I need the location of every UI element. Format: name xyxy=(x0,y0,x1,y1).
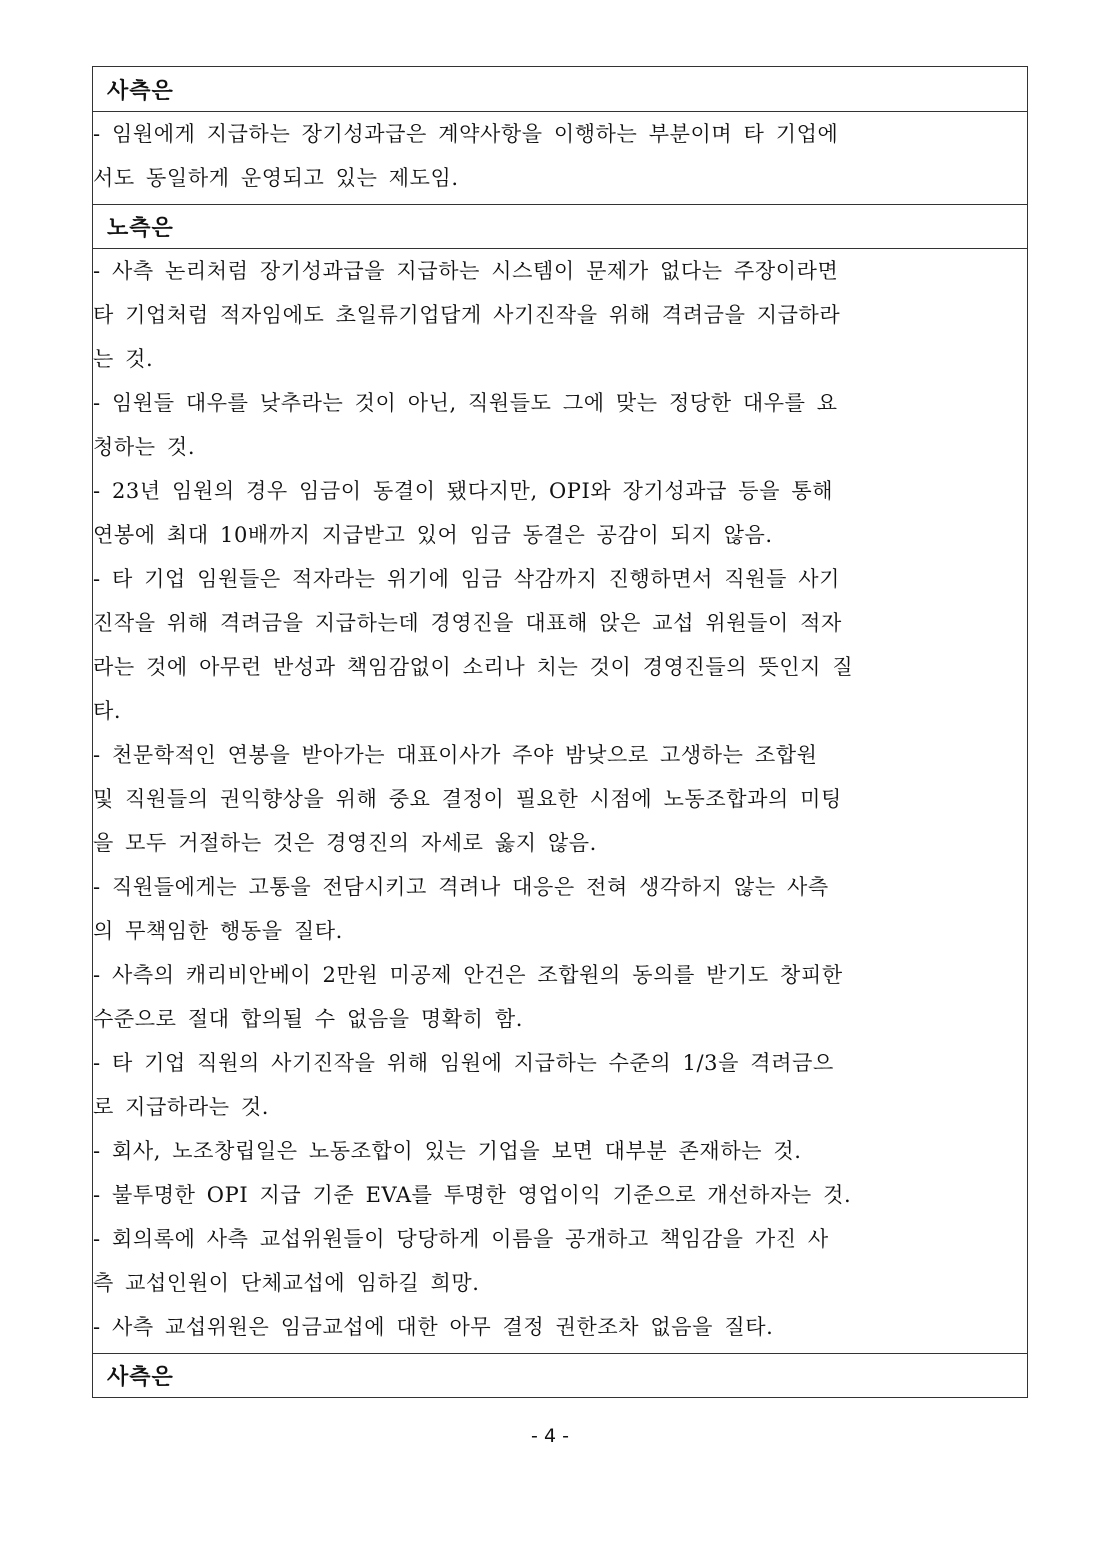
body-line: 의 무책임한 행동을 질타. xyxy=(93,919,343,943)
body-line: - 사측 논리처럼 장기성과급을 지급하는 시스템이 문제가 없다는 주장이라면 xyxy=(93,259,839,283)
body-line: - 회사, 노조창립일은 노동조합이 있는 기업을 보면 대부분 존재하는 것. xyxy=(93,1139,802,1163)
body-line: 진작을 위해 격려금을 지급하는데 경영진을 대표해 앉은 교섭 위원들이 적자 xyxy=(93,611,842,635)
body-line: - 불투명한 OPI 지급 기준 EVA를 투명한 영업이익 기준으로 개선하자는 것. xyxy=(93,1183,852,1207)
body-line: - 23년 임원의 경우 임금이 동결이 됐다지만, OPI와 장기성과급 등을 통해 xyxy=(93,479,834,503)
minutes-table xyxy=(92,66,1028,1398)
body-line: 로 지급하라는 것. xyxy=(93,1095,270,1119)
body-line: - 사측의 캐리비안베이 2만원 미공제 안건은 조합원의 동의를 받기도 창피한 xyxy=(93,963,843,987)
body-line: 라는 것에 아무런 반성과 책임감없이 소리나 치는 것이 경영진들의 뜻인지 질 xyxy=(93,655,854,679)
section-header-company-2: 사측은 xyxy=(93,1353,1027,1397)
section-body-company xyxy=(93,111,1027,204)
section-header-union: 노측은 xyxy=(93,204,1027,248)
page-number: - 4 - xyxy=(531,1425,569,1447)
body-line: - 사측 교섭위원은 임금교섭에 대한 아무 결정 권한조차 없음을 질타. xyxy=(93,1315,774,1339)
body-line: 타 기업처럼 적자임에도 초일류기업답게 사기진작을 위해 격려금을 지급하라 xyxy=(93,303,841,327)
section-body-union xyxy=(93,248,1027,1353)
body-line: 을 모두 거절하는 것은 경영진의 자세로 옳지 않음. xyxy=(93,831,597,855)
body-line: 수준으로 절대 합의될 수 없음을 명확히 함. xyxy=(93,1007,523,1031)
body-line: - 직원들에게는 고통을 전담시키고 격려나 대응은 전혀 생각하지 않는 사측 xyxy=(93,875,829,899)
body-line: - 천문학적인 연봉을 받아가는 대표이사가 주야 밤낮으로 고생하는 조합원 xyxy=(93,743,818,767)
body-line: 는 것. xyxy=(93,347,154,371)
body-line: 연봉에 최대 10배까지 지급받고 있어 임금 동결은 공감이 되지 않음. xyxy=(93,523,773,547)
body-line: - 타 기업 직원의 사기진작을 위해 임원에 지급하는 수준의 1/3을 격려금으 xyxy=(93,1051,834,1075)
body-line: 측 교섭인원이 단체교섭에 임하길 희망. xyxy=(93,1271,480,1295)
body-line: - 타 기업 임원들은 적자라는 위기에 임금 삭감까지 진행하면서 직원들 사기 xyxy=(93,567,841,591)
body-line: 청하는 것. xyxy=(93,435,196,459)
body-line: 타. xyxy=(93,699,122,723)
body-line: - 임원들 대우를 낮추라는 것이 아닌, 직원들도 그에 맞는 정당한 대우를 요 xyxy=(93,391,838,415)
body-line: 및 직원들의 권익향상을 위해 중요 결정이 필요한 시점에 노동조합과의 미팅 xyxy=(93,787,842,811)
section-header-company: 사측은 xyxy=(107,78,174,104)
body-line: - 회의록에 사측 교섭위원들이 당당하게 이름을 공개하고 책임감을 가진 사 xyxy=(93,1227,829,1251)
body-line: 서도 동일하게 운영되고 있는 제도임. xyxy=(93,166,459,190)
body-line: - 임원에게 지급하는 장기성과급은 계약사항을 이행하는 부분이며 타 기업에 xyxy=(93,122,839,146)
